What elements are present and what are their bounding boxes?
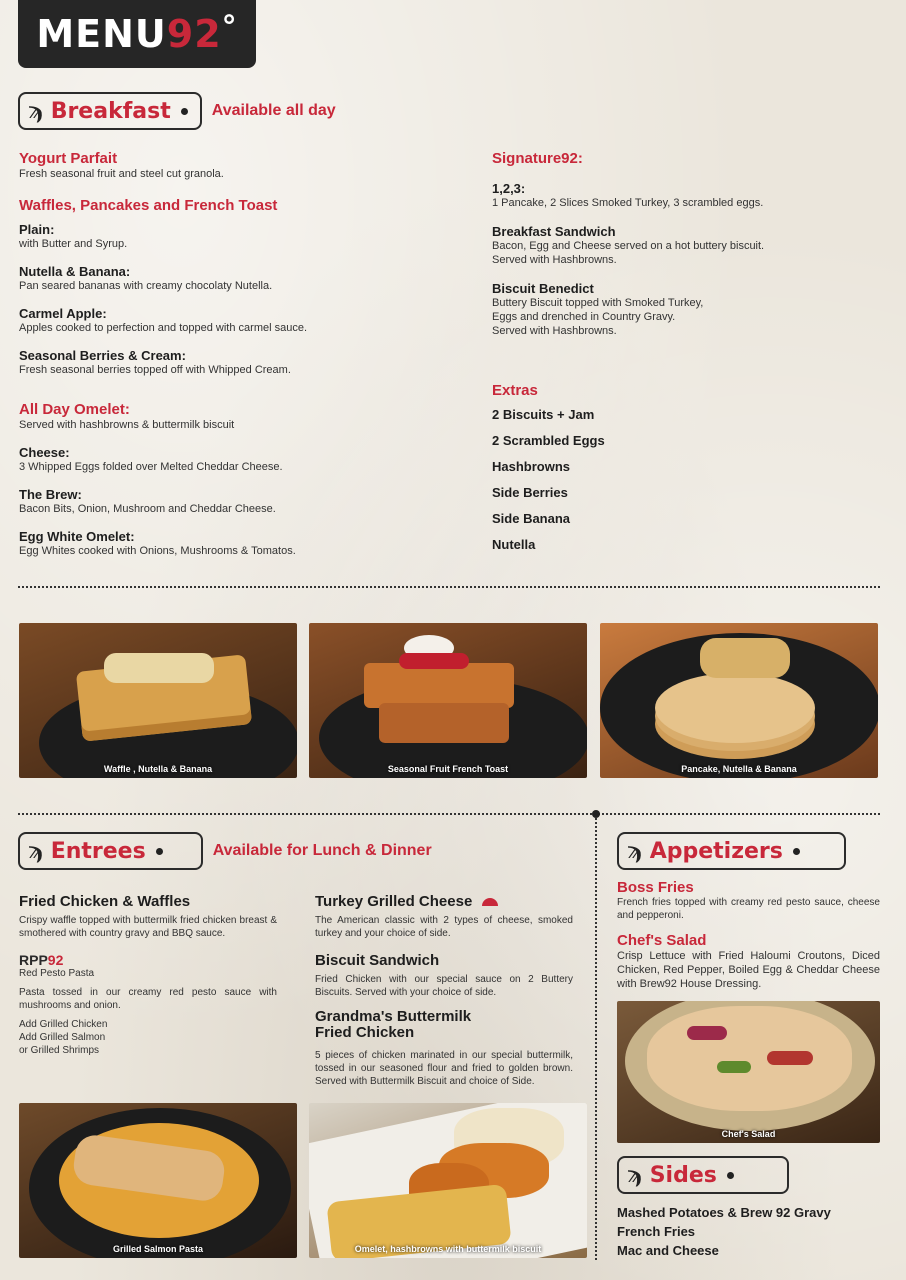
boss-fries-name: Boss Fries	[617, 879, 694, 896]
breakfast-subtitle: Available all day	[211, 102, 336, 119]
section-divider	[18, 586, 880, 588]
appetizers-column	[617, 879, 880, 991]
side-item: French Fries	[617, 1224, 696, 1239]
waffles-heading: Waffles, Pancakes and French Toast	[19, 197, 278, 214]
divider-dot-icon	[592, 810, 600, 818]
menu92-logo	[18, 0, 256, 68]
signature-item-desc: Buttery Biscuit topped with Smoked Turkey,	[492, 297, 704, 309]
photo-caption: Grilled Salmon Pasta	[112, 1244, 204, 1254]
signature-item-desc-line2: Eggs and drenched in Country Gravy.	[492, 311, 676, 323]
photo-seasonal-fruit-french-toast	[309, 623, 587, 778]
appetizers-header	[617, 832, 846, 870]
photo-caption: Seasonal Fruit French Toast	[387, 764, 509, 774]
signature-item-name: 1,2,3:	[492, 181, 526, 196]
breakfast-header	[18, 92, 336, 130]
biscuit-sandwich-name: Biscuit Sandwich	[315, 952, 440, 969]
dot-icon	[181, 108, 188, 115]
entrees-subtitle: Available for Lunch & Dinner	[212, 842, 432, 859]
extra-item: Side Banana	[492, 511, 571, 526]
dot-icon	[156, 848, 163, 855]
signature-item-desc: 1 Pancake, 2 Slices Smoked Turkey, 3 scrambled eggs.	[492, 197, 764, 209]
sides-column	[617, 1205, 880, 1258]
extra-item: Hashbrowns	[492, 459, 571, 474]
photo-caption: Chef's Salad	[721, 1129, 776, 1139]
signature-item-name: Breakfast Sandwich	[492, 224, 616, 239]
photo-chefs-salad	[617, 1001, 880, 1143]
photo-caption: Pancake, Nutella & Banana	[681, 764, 797, 774]
waffle-item-name: Carmel Apple:	[19, 306, 107, 321]
onion-shape	[687, 1026, 727, 1040]
fork-mark-icon: ϡ	[28, 98, 43, 124]
entrees-title: Entrees	[50, 838, 146, 864]
photo-grilled-salmon-pasta	[19, 1103, 297, 1258]
signature-item-desc-line3: Served with Hashbrowns.	[492, 325, 617, 337]
dot-icon	[793, 848, 800, 855]
extra-item: 2 Scrambled Eggs	[492, 433, 605, 448]
side-item: Mac and Cheese	[617, 1243, 719, 1258]
fork-mark-icon: ϡ	[627, 1162, 642, 1188]
omelet-item-desc: 3 Whipped Eggs folded over Melted Cheddar Cheese.	[19, 461, 283, 473]
rpp92-addon: or Grilled Shrimps	[19, 1045, 100, 1056]
banana-shape	[104, 653, 214, 683]
toast-shape	[379, 703, 509, 743]
section-divider	[18, 813, 880, 815]
photo-caption: Omelet, hashbrowns with buttermilk biscuit	[354, 1244, 542, 1254]
logo-text: MENU92°	[36, 10, 238, 56]
fried-chicken-waffles-name: Fried Chicken & Waffles	[19, 893, 191, 910]
entrees-header	[18, 832, 432, 870]
berries-shape	[399, 653, 469, 669]
fork-mark-icon: ϡ	[627, 838, 642, 864]
signature-heading: Signature92:	[492, 150, 583, 167]
sides-title: Sides	[649, 1162, 717, 1188]
photo-caption: Waffle , Nutella & Banana	[103, 764, 213, 774]
rpp92-addon: Add Grilled Chicken	[19, 1019, 108, 1030]
waffle-item-desc: Fresh seasonal berries topped off with Whipped Cream.	[19, 364, 291, 376]
photo-waffle-nutella-banana	[19, 623, 297, 778]
omelet-item-desc: Bacon Bits, Onion, Mushroom and Cheddar Cheese.	[19, 503, 276, 515]
rpp92-addon: Add Grilled Salmon	[19, 1032, 106, 1043]
waffle-item-name: Seasonal Berries & Cream:	[19, 348, 186, 363]
signature-item-desc-line2: Served with Hashbrowns.	[492, 254, 617, 266]
entrees-title-frame	[18, 832, 203, 870]
rpp92-name: RPP92	[19, 952, 64, 968]
chili-icon	[482, 898, 498, 906]
signature-item-desc: Bacon, Egg and Cheese served on a hot buttery biscuit.	[492, 240, 765, 252]
salad-shape	[647, 1006, 852, 1111]
omelet-heading: All Day Omelet:	[19, 401, 130, 418]
rpp92-desc: Pasta tossed in our creamy red pesto sauce with mushrooms and onion.	[19, 987, 277, 1011]
waffle-item-desc: Pan seared bananas with creamy chocolaty Nutella.	[19, 280, 273, 292]
photo-pancake-nutella-banana	[600, 623, 878, 778]
dot-icon	[727, 1172, 734, 1179]
lettuce-shape	[717, 1061, 751, 1073]
chefs-salad-name: Chef's Salad	[617, 932, 707, 949]
appetizers-title: Appetizers	[649, 838, 783, 864]
pepper-shape	[767, 1051, 813, 1065]
waffle-item-name: Nutella & Banana:	[19, 264, 131, 279]
waffle-item-desc: with Butter and Syrup.	[19, 238, 128, 250]
grandma-chicken-name-line2: Fried Chicken	[315, 1024, 415, 1041]
omelet-item-name: Cheese:	[19, 445, 70, 460]
fried-chicken-waffles-desc: Crispy waffle topped with buttermilk fried chicken breast & smothered with country gravy and BBQ sauce.	[19, 915, 277, 939]
extras-heading: Extras	[492, 382, 538, 399]
fork-mark-icon: ϡ	[28, 838, 43, 864]
waffle-item-desc: Apples cooked to perfection and topped with carmel sauce.	[19, 322, 308, 334]
rpp92-sub: Red Pesto Pasta	[19, 968, 95, 979]
omelet-item-name: Egg White Omelet:	[19, 529, 135, 544]
appetizers-title-frame	[617, 832, 846, 870]
photo-omelet-hashbrowns-biscuit	[309, 1103, 587, 1258]
extra-item: 2 Biscuits + Jam	[492, 407, 595, 422]
entrees-middle-column	[315, 893, 573, 1088]
side-item: Mashed Potatoes & Brew 92 Gravy	[617, 1205, 831, 1220]
breakfast-title-frame	[18, 92, 202, 130]
breakfast-title: Breakfast	[50, 98, 171, 124]
signature-item-name: Biscuit Benedict	[492, 281, 594, 296]
turkey-grilled-cheese-name: Turkey Grilled Cheese	[315, 893, 573, 910]
omelet-desc: Served with hashbrowns & buttermilk biscuit	[19, 419, 235, 431]
waffle-item-name: Plain:	[19, 222, 55, 237]
banana-shape	[700, 638, 790, 678]
extra-item: Side Berries	[492, 485, 568, 500]
sides-header	[617, 1156, 789, 1194]
breakfast-right-column	[492, 150, 882, 552]
turkey-grilled-cheese-desc: The American classic with 2 types of cheese, smoked turkey and your choice of side.	[315, 915, 573, 939]
yogurt-parfait-desc: Fresh seasonal fruit and steel cut granola.	[19, 168, 224, 180]
chefs-salad-desc: Crisp Lettuce with Fried Haloumi Croutons, Diced Chicken, Red Pepper, Boiled Egg & Cheddar Cheese with Brew92 House Dressing.	[617, 950, 880, 990]
pancake-shape	[655, 673, 815, 743]
extra-item: Nutella	[492, 537, 536, 552]
breakfast-left-column	[19, 150, 459, 558]
grandma-chicken-name: Grandma's Buttermilk	[315, 1008, 472, 1025]
entrees-left-column	[19, 893, 277, 1057]
omelet-item-name: The Brew:	[19, 487, 82, 502]
boss-fries-desc: French fries topped with creamy red pesto sauce, cheese and pepperoni.	[617, 897, 880, 921]
column-divider	[595, 818, 597, 1260]
yogurt-parfait-name: Yogurt Parfait	[19, 150, 118, 167]
omelet-item-desc: Egg Whites cooked with Onions, Mushrooms & Tomatos.	[19, 545, 296, 557]
biscuit-sandwich-desc: Fried Chicken with our special sauce on 2 Buttery Biscuits. Served with your choice of side.	[315, 974, 573, 998]
sides-title-frame	[617, 1156, 789, 1194]
toast-shape	[364, 663, 514, 708]
grandma-chicken-desc: 5 pieces of chicken marinated in our special buttermilk, tossed in our seasoned flour and fried to golden brown. Served with Buttermilk Biscuit and choice of Side.	[315, 1050, 573, 1087]
